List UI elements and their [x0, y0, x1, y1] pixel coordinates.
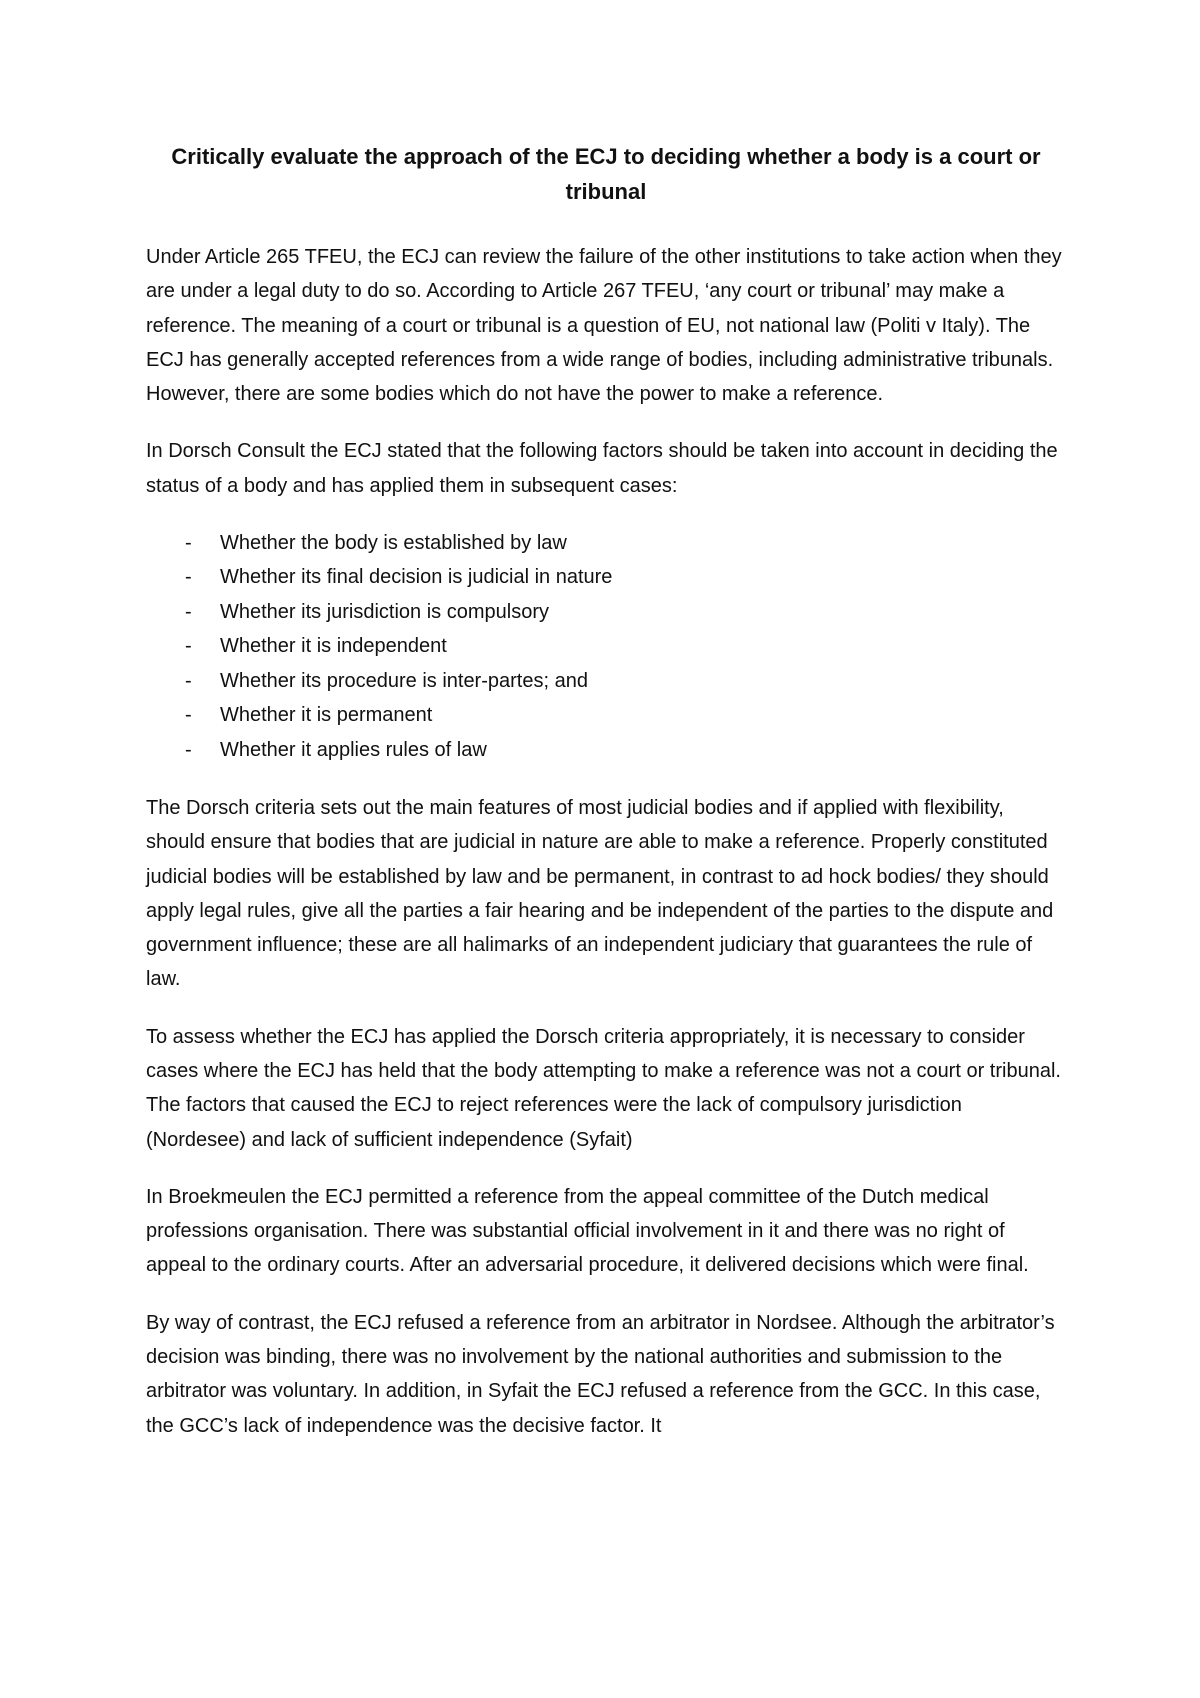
list-item-text: Whether the body is established by law	[220, 532, 567, 555]
list-marker: -	[185, 532, 192, 555]
list-item	[146, 560, 1066, 594]
criteria-list	[146, 526, 1066, 767]
paragraph-broekmeulen: In Broekmeulen the ECJ permitted a reference from the appeal committee of the Dutch medical professions organisation. There was substantial official involvement in it and there was no right of appeal to the ordinary courts. After an adversarial procedure, it delivered decisions which were final.	[146, 1185, 1029, 1277]
paragraph-dorsch-consult: In Dorsch Consult the ECJ stated that the following factors should be taken into account in deciding the status of a body and has applied them in subsequent cases:	[146, 440, 1058, 497]
list-item	[146, 733, 1066, 767]
document-page	[146, 140, 1066, 1466]
list-item-text: Whether its final decision is judicial in nature	[220, 566, 613, 589]
list-item-text: Whether its procedure is inter-partes; and	[220, 669, 588, 692]
list-item	[146, 595, 1066, 629]
list-item	[146, 629, 1066, 663]
paragraph-dorsch-criteria: The Dorsch criteria sets out the main features of most judicial bodies and if applied with flexibility, should ensure that bodies that are judicial in nature are able to make a reference. Properly constituted judicial bodies will be established by law and be permanent, in contrast to ad hock bodies/ they should apply legal rules, give all the parties a fair hearing and be independent of the parties to the dispute and government influence; these are all halimarks of an independent judiciary that guarantees the rule of law.	[146, 796, 1054, 991]
list-marker: -	[185, 566, 192, 589]
list-marker: -	[185, 600, 192, 623]
list-marker: -	[185, 669, 192, 692]
list-marker: -	[185, 738, 192, 761]
page-title: Critically evaluate the approach of the ECJ to deciding whether a body is a court or tribunal	[171, 144, 1041, 204]
list-item-text: Whether its jurisdiction is compulsory	[220, 600, 549, 623]
list-item-text: Whether it is independent	[220, 635, 447, 658]
list-item	[146, 664, 1066, 698]
list-marker: -	[185, 635, 192, 658]
list-item	[146, 698, 1066, 732]
paragraph-nordsee-syfait: By way of contrast, the ECJ refused a reference from an arbitrator in Nordsee. Although the arbitrator’s decision was binding, there was no involvement by the national authorities and submission to the arbitrator was voluntary. In addition, in Syfait the ECJ refused a reference from the GCC. In this case, the GCC’s lack of independence was the decisive factor. It	[146, 1311, 1055, 1437]
list-marker: -	[185, 704, 192, 727]
paragraph-assessment: To assess whether the ECJ has applied the Dorsch criteria appropriately, it is necessary to consider cases where the ECJ has held that the body attempting to make a reference was not a court or tribunal. The factors that caused the ECJ to reject references were the lack of compulsory jurisdiction (Nordesee) and lack of sufficient independence (Syfait)	[146, 1025, 1061, 1151]
list-item	[146, 526, 1066, 560]
list-item-text: Whether it applies rules of law	[220, 738, 487, 761]
paragraph-intro: Under Article 265 TFEU, the ECJ can review the failure of the other institutions to take action when they are under a legal duty to do so. According to Article 267 TFEU, ‘any court or tribunal’ may make a reference. The meaning of a court or tribunal is a question of EU, not national law (Politi v Italy). The ECJ has generally accepted references from a wide range of bodies, including administrative tribunals. However, there are some bodies which do not have the power to make a reference.	[146, 246, 1062, 406]
list-item-text: Whether it is permanent	[220, 704, 433, 727]
